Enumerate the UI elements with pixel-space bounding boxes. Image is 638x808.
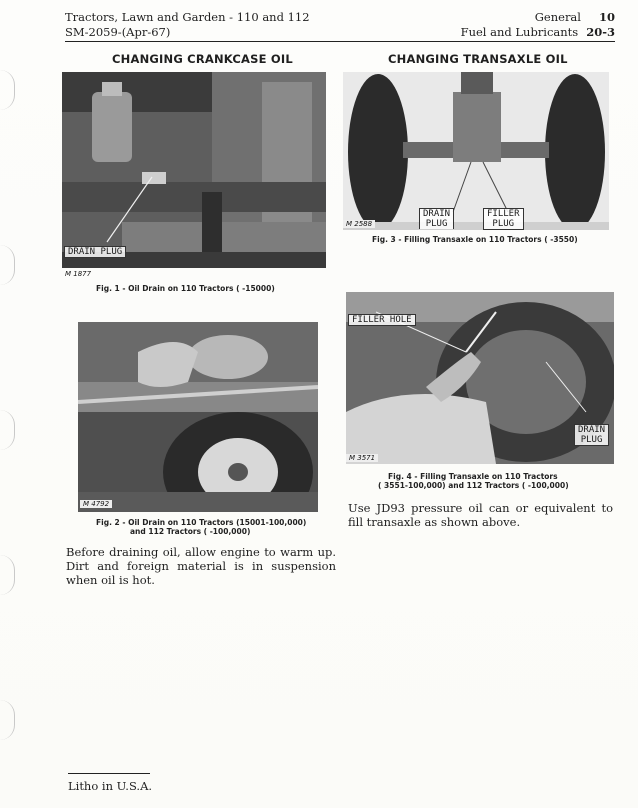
fig4-drain-line1: DRAIN — [578, 425, 606, 435]
fig1-drain-plug-label: DRAIN PLUG — [64, 246, 126, 258]
manual-title: Tractors, Lawn and Garden - 110 and 112 — [65, 10, 310, 24]
page-footer: Litho in U.S.A. — [68, 779, 153, 793]
fig3-caption: Fig. 3 - Filling Transaxle on 110 Tractors ( -3550) — [372, 235, 578, 244]
footer-rule — [68, 773, 150, 774]
group-label — [461, 25, 615, 40]
fig3-illustration — [343, 72, 609, 230]
fig3-filler-plug-label — [483, 208, 524, 230]
fig3-filler-line1: FILLER — [487, 209, 520, 219]
header-left — [65, 10, 310, 40]
fig3-filler-line2: PLUG — [492, 219, 515, 229]
fig2-photo-id: M 4792 — [80, 500, 112, 508]
fig3-photo-id: M 2588 — [343, 220, 375, 228]
fig1-illustration — [62, 72, 326, 268]
fig2-caption-line2: and 112 Tractors ( -100,000) — [130, 527, 251, 536]
fig2-photo — [78, 322, 318, 512]
section-name: General — [534, 10, 581, 24]
section-number: 10 — [598, 10, 615, 24]
header-rule — [65, 41, 615, 42]
fig4-drain-plug-label — [574, 424, 609, 446]
fig4-photo-id: M 3571 — [346, 454, 378, 462]
fig4-drain-line2: PLUG — [580, 435, 603, 445]
fig1-photo-id: M 1877 — [65, 270, 92, 278]
fig4-filler-hole-label: FILLER HOLE — [348, 314, 416, 326]
transaxle-paragraph: Use JD93 pressure oil can or equivalent to fill transaxle as shown above. — [348, 501, 613, 529]
page-number: 20-3 — [586, 25, 615, 39]
manual-number: SM-2059-(Apr-67) — [65, 25, 171, 39]
section-title-crankcase: CHANGING CRANKCASE OIL — [112, 52, 293, 66]
fig4-photo — [346, 292, 614, 464]
fig4-caption-line1: Fig. 4 - Filling Transaxle on 110 Tractors — [388, 472, 558, 481]
binder-mark — [0, 555, 15, 595]
fig3-photo — [343, 72, 609, 230]
group-name: Fuel and Lubricants — [460, 25, 579, 39]
fig2-caption-line1: Fig. 2 - Oil Drain on 110 Tractors (15001-100,000) — [96, 518, 307, 527]
section-label — [461, 10, 615, 25]
binder-mark — [0, 700, 15, 740]
fig3-drain-line1: DRAIN — [423, 209, 451, 219]
fig2-illustration — [78, 322, 318, 512]
fig3-drain-line2: PLUG — [425, 219, 448, 229]
fig3-drain-plug-label — [419, 208, 454, 229]
fig1-photo — [62, 72, 326, 268]
header-right — [461, 10, 615, 40]
page-header — [65, 10, 615, 44]
fig4-caption-line2: ( 3551-100,000) and 112 Tractors ( -100,000) — [378, 481, 569, 490]
crankcase-paragraph: Before draining oil, allow engine to warm up. Dirt and foreign material is in suspension when oil is hot. — [66, 545, 336, 587]
binder-mark — [0, 245, 15, 285]
binder-mark — [0, 410, 15, 450]
section-title-transaxle: CHANGING TRANSAXLE OIL — [388, 52, 568, 66]
fig1-caption: Fig. 1 - Oil Drain on 110 Tractors ( -15000) — [96, 284, 275, 293]
binder-mark — [0, 70, 15, 110]
